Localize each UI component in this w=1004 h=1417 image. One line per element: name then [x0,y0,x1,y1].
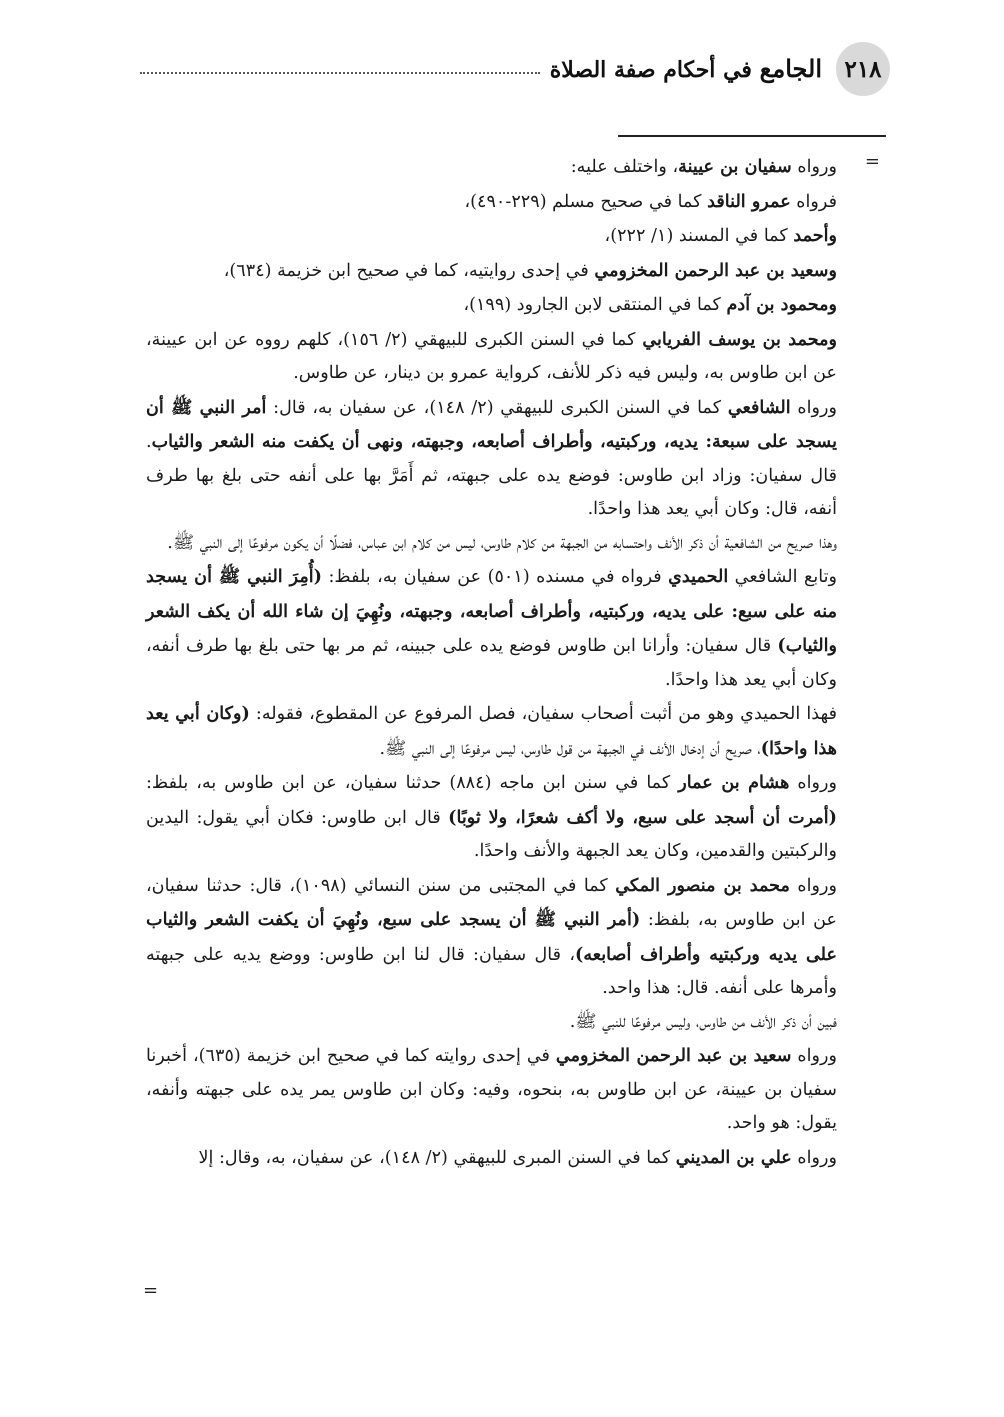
footnote-paragraph [146,697,837,766]
book-title-main: الجامع [759,54,822,83]
text-span: وهذا صريح من الشافعية أن ذكر الأنف واحتسابه من الجبهة من كلام طاوس، ليس من كلام ابن عباس، فضلًا أن يكون مرفوعًا إلى النبي ﷺ. [167,532,837,553]
text-span: ، قال سفيان: قال لنا ابن طاوس: ووضع يديه على جبهته وأمرها على أنفه. قال: هذا واحد. [146,944,837,998]
bold-quote: (أمرت أن أسجد على سبع، ولا أكف شعرًا، ولا ثوبًا) [448,806,837,828]
text-span: وتابع الشافعي [728,567,837,587]
text-span: كما في السنن الكبرى للبيهقي (٢/ ١٥٦)، كلهم رووه عن ابن عيينة، عن ابن طاوس به، وليس فيه ذكر للأنف، كرواية عمرو بن دينار، عن طاوس. [146,329,837,383]
text-span: ورواه [791,157,837,177]
footnote-paragraph [146,1141,837,1176]
bold-name: علي بن المديني [675,1146,792,1168]
continuation-mark-end: = [143,1280,159,1301]
text-span: ، صريح أن إدخال الأنف في الجبهة من قول طاوس، ليس مرفوعًا إلى النبي ﷺ. [379,738,761,759]
running-title-row [140,54,822,83]
text-span: كما في سنن ابن ماجه (٨٨٤) حدثنا سفيان، عن ابن طاوس به، بلفظ: [146,773,679,793]
bold-name: وأحمد [793,225,837,246]
bold-name: عمرو الناقد [707,190,791,212]
text-span: كما في المنتقى لابن الجارود (١٩٩)، [463,295,727,315]
bold-name: ومحمد بن يوسف الفريابي [642,328,837,350]
text-span: ورواه [789,773,838,793]
dotted-leader [140,72,540,74]
book-title-rest: في أحكام صفة الصلاة [549,57,760,83]
footnote-paragraph [146,1039,837,1141]
text-span: ورواه [789,875,838,896]
footnote-paragraph [146,560,837,697]
bold-name: وسعيد بن عبد الرحمن المخزومي [594,259,837,281]
footnote-paragraph [146,391,837,527]
text-span: كما في المجتبى من سنن النسائي (١٠٩٨)، قال: حدثنا سفيان، عن ابن طاوس به، بلفظ: [146,875,837,930]
footnote-paragraph [146,869,837,1006]
footnote-paragraph [146,766,837,869]
text-span: ورواه [791,1046,837,1066]
footnote-paragraph [146,185,837,220]
text-span: ، واختلف عليه: [570,157,679,177]
text-span: فرواه في مسنده (٥٠١) عن سفيان به، بلفظ: [322,567,669,587]
text-span: فهذا الحميدي وهو من أثبت أصحاب سفيان، فصل المرفوع عن المقطوع، فقوله: [249,704,838,724]
footnote-paragraph [146,323,837,391]
text-span: . قال سفيان: وزاد ابن طاوس: فوضع يده على جبهته، ثم أَمَرَّ بها على أنفه حتى بلغ بها طرف أنفه، قال: وكان أبي يعد هذا واحدًا. [146,432,837,519]
page-number: ٢١٨ [836,42,890,96]
book-title [550,54,822,83]
text-span: فرواه [790,191,837,212]
text-span: قال سفيان: وأرانا ابن طاوس فوضع يده على جبينه، ثم مر بها حتى بلغ بها طرف أنفه، وكان أبي يعد هذا واحدًا. [146,636,837,690]
text-span: كما في صحيح مسلم (٢٢٩-٤٩٠)، [464,191,708,212]
bold-quote: (أمر النبي ﷺ أن يسجد على سبع، ونُهِيَ أن يكفت الشعر والثياب على يديه وركبتيه وأطراف أصابعه) [146,909,837,965]
text-span: فبين أن ذكر الأنف من طاوس، وليس مرفوعًا للنبي ﷺ. [569,1011,837,1032]
bold-name: سعيد بن عبد الرحمن المخزومي [555,1045,792,1066]
continuation-mark-start: = [864,151,880,172]
bold-name: الحميدي [668,566,729,587]
bold-name: هشام بن عمار [678,772,790,793]
bold-name: سفيان بن عيينة [678,156,792,177]
footnote-separator-rule [618,135,886,137]
bold-quote: أمر النبي ﷺ أن يسجد على سبعة: يديه، وركبتيه، وأطراف أصابعه، وجبهته، ونهى أن يكفت منه الشعر والثياب [146,396,837,452]
bold-quote: (أُمِرَ النبي ﷺ أن يسجد منه على سبع: على يديه، وركبتيه، وأطراف أصابعه، وجبهته، ونُهِيَ إن شاء الله أن يكف الشعر والثياب) [146,566,837,656]
footnote-paragraph [146,254,837,289]
text-span: في إحدى روايته كما في صحيح ابن خزيمة (٦٣٥)، أخبرنا سفيان بن عيينة، عن ابن طاوس به، بنحوه، وفيه: وكان ابن طاوس يمر يده على جبهته وأنفه، يقول: هو واحد. [146,1046,837,1133]
text-span: كما في السنن الكبرى للبيهقي (٢/ ١٤٨)، عن سفيان به، قال: [266,397,728,418]
footnote-paragraph [146,219,837,254]
text-span: ورواه [790,397,838,418]
text-span: كما في المسند (١/ ٢٢٢)، [604,226,794,246]
footnote-paragraph [146,288,837,323]
page-header [140,42,890,104]
footnote-paragraph [146,527,837,561]
bold-name: الشافعي [727,396,791,418]
text-span: قال ابن طاوس: فكان أبي يقول: اليدين والركبتين والقدمين، وكان يعد الجبهة والأنف واحدًا. [146,807,837,861]
text-span: كما في السنن المبرى للبيهقي (٢/ ١٤٨)، عن سفيان، به، وقال: إلا [198,1147,676,1168]
footnote-paragraph [146,1006,837,1040]
bold-name: ومحمود بن آدم [726,294,837,315]
text-span: في إحدى روايتيه، كما في صحيح ابن خزيمة (٦٣٤)، [223,260,595,281]
footnote-body [146,150,837,1175]
bold-name: محمد بن منصور المكي [615,874,790,896]
text-span: ورواه [791,1147,837,1168]
bold-quote: (وكان أبي يعد هذا واحدًا) [146,703,837,759]
footnote-paragraph [146,150,837,185]
